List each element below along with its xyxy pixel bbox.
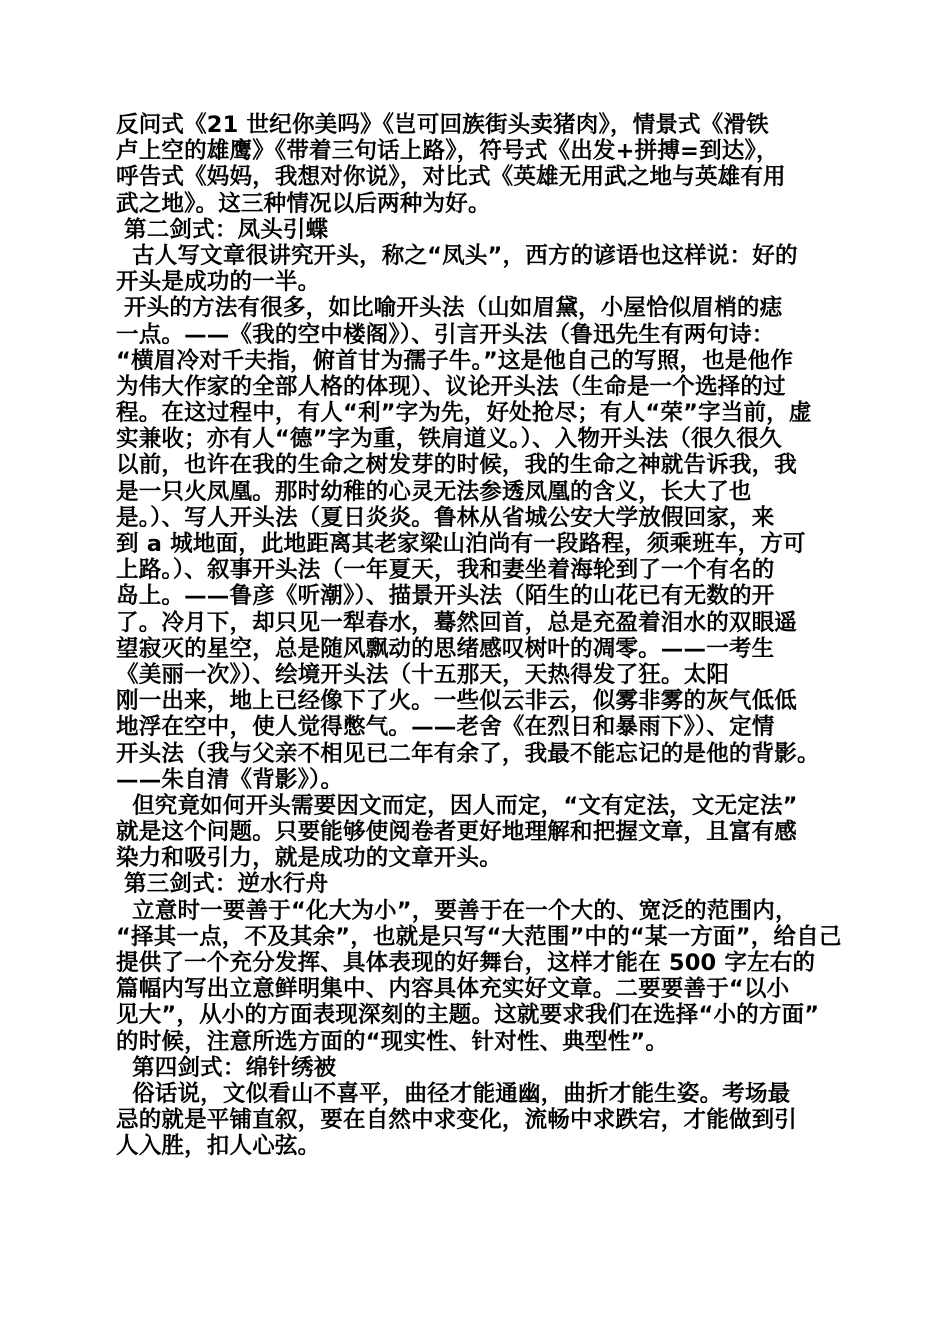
text-line: 呼告式《妈妈，我想对你说》，对比式《英雄无用武之地与英雄有用 (116, 164, 786, 191)
text-line: 为伟大作家的全部人格的体现）、议论开头法（生命是一个选择的过 (116, 373, 786, 400)
text-line: 见大”，从小的方面表现深刻的主题。这就要求我们在选择“小的方面” (116, 1002, 820, 1029)
text-line: 实兼收；亦有人“德”字为重，铁肩道义。）、入物开头法（很久很久 (116, 426, 782, 453)
text-line: 俗话说，文似看山不喜平，曲径才能通幽，曲折才能生姿。考场最 (116, 1080, 791, 1107)
text-line: “择其一点，不及其余”，也就是只写“大范围”中的“某一方面”，给自己 (116, 923, 842, 950)
text-line: 卢上空的雄鹰》《带着三句话上路》，符号式《出发+拼搏=到达》， (116, 138, 779, 165)
text-line: ——朱自清《背影》）。 (116, 766, 344, 793)
text-line: 岛上。——鲁彦《听潮》）、描景开头法（陌生的山花已有无数的开 (116, 583, 775, 610)
text-line: 开头法（我与父亲不相见已二年有余了，我最不能忘记的是他的背影。 (116, 740, 820, 767)
text-line: 立意时一要善于“化大为小”，要善于在一个大的、宽泛的范围内， (116, 897, 798, 924)
text-line: 一点。——《我的空中楼阁》）、引言开头法（鲁迅先生有两句诗： (116, 321, 775, 348)
text-line: 但究竟如何开头需要因文而定，因人而定，“文有定法，文无定法” (116, 792, 798, 819)
text-line: 《美丽一次》）、绘境开头法（十五那天，天热得发了狂。太阳 (116, 661, 730, 688)
document-body (116, 112, 854, 1160)
text-line: 武之地》。这三种情况以后两种为好。 (116, 190, 491, 217)
text-line: 是。）、写人开头法（夏日炎炎。鲁林从省城公安大学放假回家，来 (116, 504, 775, 531)
text-line: 的时候，注意所选方面的“现实性、针对性、典型性”。 (116, 1028, 669, 1055)
text-line: 人入胜，扣人心弦。 (116, 1133, 321, 1160)
text-line: 第四剑式：绵针绣被 (116, 1054, 337, 1081)
text-line: 望寂灭的星空，总是随风飘动的思绪感叹树叶的凋零。——一考生 (116, 635, 775, 662)
text-line: 程。在这过程中，有人“利”字为先，好处抢尽；有人“荣”字当前，虚 (116, 400, 812, 427)
text-line: 第二剑式：凤头引蝶 (116, 216, 329, 243)
text-line: 古人写文章很讲究开头，称之“凤头”，西方的谚语也这样说：好的 (116, 242, 798, 269)
text-line: 到 a 城地面，此地距离其老家梁山泊尚有一段路程，须乘班车，方可 (116, 531, 806, 557)
text-line: 地浮在空中，使人觉得憋气。——老舍《在烈日和暴雨下》）、定情 (116, 714, 775, 741)
text-line: 忌的就是平铺直叙，要在自然中求变化，流畅中求跌宕，才能做到引 (116, 1107, 798, 1134)
text-line: 了。冷月下，却只见一犁春水，蓦然回首，总是充盈着泪水的双眼遥 (116, 609, 798, 636)
text-line: 开头是成功的一半。 (116, 269, 321, 296)
text-line: 第三剑式：逆水行舟 (116, 871, 329, 898)
text-line: 是一只火凤凰。那时幼稚的心灵无法参透凤凰的含义，长大了也 (116, 478, 752, 505)
text-line: 染力和吸引力，就是成功的文章开头。 (116, 845, 502, 872)
text-line: 开头的方法有很多，如比喻开头法（山如眉黛，小屋恰似眉梢的痣 (116, 295, 783, 322)
text-line: 以前，也许在我的生命之树发芽的时候，我的生命之神就告诉我，我 (116, 452, 798, 479)
text-line: 上路。）、叙事开头法（一年夏天，我和妻坐着海轮到了一个有名的 (116, 557, 775, 584)
text-line: “横眉冷对千夫指，俯首甘为孺子牛。”这是他自己的写照，也是他作 (116, 347, 794, 374)
text-line: 篇幅内写出立意鲜明集中、内容具体充实好文章。二要要善于“以小 (116, 976, 790, 1003)
text-line: 反问式《21 世纪你美吗》《岂可回族街头卖猪肉》，情景式《滑铁 (116, 112, 769, 138)
text-line: 刚一出来，地上已经像下了火。一些似云非云，似雾非雾的灰气低低 (116, 688, 798, 715)
text-line: 就是这个问题。只要能够使阅卷者更好地理解和把握文章，且富有感 (116, 819, 798, 846)
text-line: 提供了一个充分发挥、具体表现的好舞台，这样才能在 500 字左右的 (116, 950, 816, 976)
